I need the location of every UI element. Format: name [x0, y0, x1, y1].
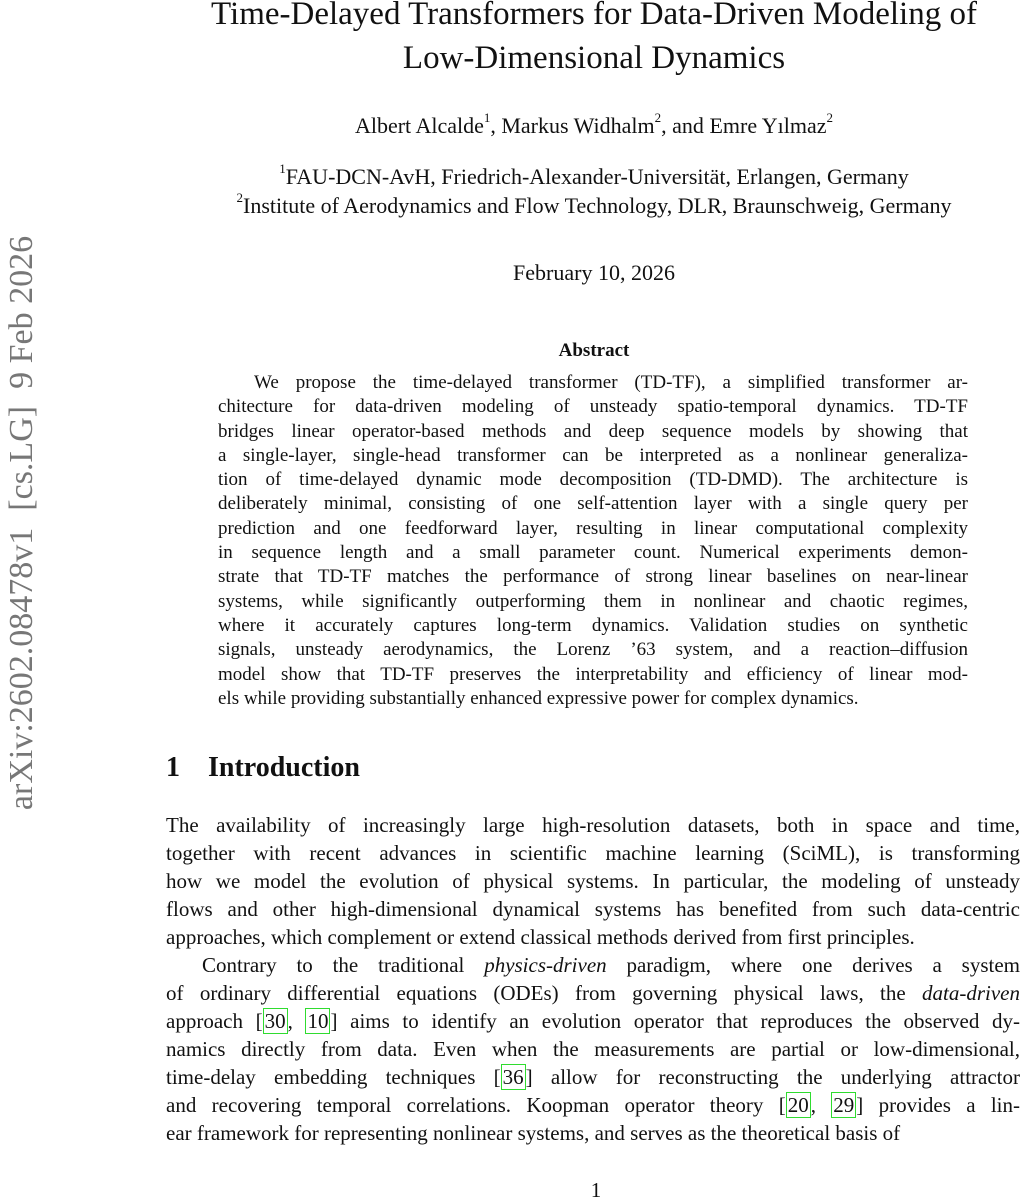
text-segment: approaches, which complement or extend classical methods derived from first principles.: [166, 925, 915, 949]
text-segment: ] aims to identify an evolution operator that reproduces the observed dy-: [330, 1009, 1020, 1033]
text-segment: approach [: [166, 1009, 263, 1033]
text-segment: flows and other high-dimensional dynamical systems has benefited from such data-centric: [166, 897, 1020, 921]
text-line: [166, 923, 1020, 951]
author: [501, 110, 710, 138]
text-line: [166, 867, 1020, 895]
text-segment: model show that TD-TF preserves the interpretability and efficiency of linear mod-: [218, 663, 968, 685]
paper-title-line-2: Low-Dimensional Dynamics: [402, 40, 786, 76]
text-segment: in sequence length and a small parameter count. Numerical experiments demon-: [218, 542, 968, 564]
text-line: [166, 811, 1020, 839]
text-line: [218, 371, 968, 395]
text-segment: namics directly from data. Even when the measurements are partial or low-dimensional,: [166, 1037, 1020, 1061]
text-segment: ] provides a lin-: [856, 1093, 1021, 1117]
text-segment: together with recent advances in scientific machine learning (SciML), is transforming: [166, 841, 1020, 865]
text-segment: strate that TD-TF matches the performance of strong linear baselines on near-linear: [218, 566, 968, 588]
author: [709, 110, 834, 138]
paper-title-line-1: Time-Delayed Transformers for Data-Driven Modeling of: [211, 0, 977, 32]
abstract-heading: Abstract: [558, 340, 630, 361]
text-segment: bridges linear operator-based methods and deep sequence models by showing that: [218, 420, 968, 442]
author-name: Albert Alcalde: [354, 113, 484, 138]
text-segment: where it accurately captures long-term dynamics. Validation studies on synthetic: [218, 614, 968, 636]
text-segment: els while providing substantially enhanced expressive power for complex dynamics.: [218, 687, 859, 709]
emphasized-text: physics-driven: [484, 953, 607, 977]
arxiv-stamp: arXiv:2602.08478v1 [cs.LG] 9 Feb 2026: [3, 235, 40, 811]
affiliation-mark: 2: [236, 190, 244, 205]
text-segment: how we model the evolution of physical systems. In particular, the modeling of unsteady: [166, 869, 1020, 893]
emphasized-text: data-driven: [922, 981, 1020, 1005]
author: [354, 110, 502, 138]
text-line: [218, 444, 968, 468]
citation-link[interactable]: 20: [787, 1093, 809, 1117]
text-line: [166, 979, 1020, 1007]
text-segment: tion of time-delayed dynamic mode decomposition (TD-DMD). The architecture is: [218, 469, 968, 491]
citation-link[interactable]: 29: [833, 1093, 855, 1117]
text-line: [166, 951, 1020, 979]
text-segment: time-delay embedding techniques [: [166, 1065, 501, 1089]
author-name: Markus Widhalm: [501, 113, 655, 138]
author-affiliation-mark: 2: [654, 110, 662, 125]
text-line: [218, 687, 968, 711]
text-line: [218, 468, 968, 492]
text-segment: ] allow for reconstructing the underlying attractor: [525, 1065, 1020, 1089]
text-segment: systems, while significantly outperforming them in nonlinear and chaotic regimes,: [218, 590, 968, 612]
text-line: [218, 517, 968, 541]
text-line: [218, 663, 968, 687]
page-number: 1: [590, 1178, 602, 1202]
text-line: [218, 590, 968, 614]
citation-link[interactable]: 10: [307, 1009, 329, 1033]
separator: ,: [490, 113, 502, 138]
text-segment: deliberately minimal, consisting of one self-attention layer with a single query per: [218, 493, 968, 515]
affiliation-text: FAU-DCN-AvH, Friedrich-Alexander-Universität, Erlangen, Germany: [285, 164, 909, 189]
text-line: [166, 895, 1020, 923]
text-segment: Contrary to the traditional: [202, 953, 485, 977]
text-line: [218, 614, 968, 638]
affiliation: [166, 161, 1022, 190]
text-segment: We propose the time-delayed transformer (TD-TF), a simplified transformer ar-: [254, 372, 968, 393]
affiliation: [166, 190, 1022, 219]
author-name: Emre Yılmaz: [709, 113, 827, 138]
text-line: [166, 1119, 1020, 1147]
text-segment: paradigm, where one derives a system: [606, 953, 1020, 977]
section-title: Introduction: [208, 752, 360, 783]
section-heading: [166, 752, 360, 784]
paper-date: February 10, 2026: [513, 260, 675, 285]
text-segment: ,: [287, 1009, 306, 1033]
text-line: [218, 565, 968, 589]
affiliation-mark: 1: [279, 161, 286, 176]
authors: [166, 110, 1022, 139]
section-number: 1: [166, 752, 180, 783]
text-segment: ,: [810, 1093, 832, 1117]
text-segment: signals, unsteady aerodynamics, the Lorenz ’63 system, and a reaction–diffusion: [218, 639, 968, 661]
text-line: [218, 492, 968, 516]
text-segment: ear framework for representing nonlinear systems, and serves as the theoretical basis of: [166, 1121, 901, 1145]
text-line: [218, 420, 968, 444]
author-affiliation-mark: 1: [483, 110, 491, 125]
text-line: [218, 541, 968, 565]
text-line: [218, 638, 968, 662]
text-line: [166, 1035, 1020, 1063]
text-segment: chitecture for data-driven modeling of unsteady spatio-temporal dynamics. TD-TF: [218, 396, 968, 418]
text-segment: and recovering temporal correlations. Koopman operator theory [: [166, 1093, 786, 1117]
text-line: [218, 395, 968, 419]
text-line: [166, 1007, 1020, 1035]
text-segment: of ordinary differential equations (ODEs) from governing physical laws, the: [166, 981, 923, 1005]
abstract-body: [218, 371, 968, 711]
citation-link[interactable]: 36: [502, 1065, 524, 1089]
introduction-body: [166, 811, 1020, 1147]
text-segment: a single-layer, single-head transformer can be interpreted as a nonlinear generaliza-: [218, 444, 968, 466]
text-segment: The availability of increasingly large high-resolution datasets, both in space and time,: [166, 813, 1020, 837]
affiliation-text: Institute of Aerodynamics and Flow Technology, DLR, Braunschweig, Germany: [243, 193, 952, 218]
author-affiliation-mark: 2: [826, 110, 834, 125]
text-line: [166, 1063, 1020, 1091]
text-segment: prediction and one feedforward layer, resulting in linear computational complexity: [218, 517, 968, 539]
text-line: [166, 1091, 1020, 1119]
text-line: [166, 839, 1020, 867]
separator: , and: [661, 113, 710, 138]
citation-link[interactable]: 30: [264, 1009, 286, 1033]
